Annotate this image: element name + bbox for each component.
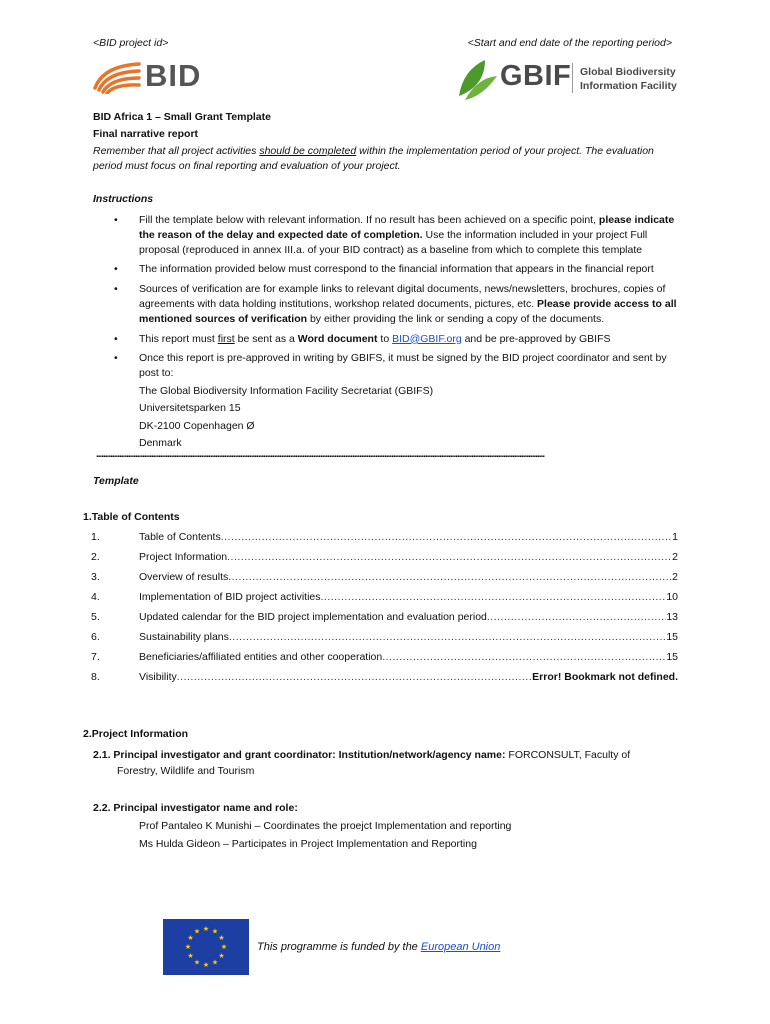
- investigator-line: Ms Hulda Gideon – Participates in Project Implementation and Reporting: [139, 838, 477, 850]
- svg-text:★: ★: [193, 958, 201, 967]
- instruction-item: • Once this report is pre-approved in writing by GBIFS, it must be signed by the BID project coordinator and sent by post to: The Global Biodiversity Information Facility Secretariat (GBIFS) Universitetsparken 15 DK-2100 Copenhagen Ø Denmark: [114, 351, 680, 453]
- toc-entry[interactable]: 2. Project Information ..... 2: [91, 551, 678, 571]
- postal-address: The Global Biodiversity Information Facility Secretariat (GBIFS) Universitetsparken 15 DK-2100 Copenhagen Ø Denmark: [139, 384, 434, 450]
- instruction-item: • The information provided below must correspond to the financial information that appears in the financial report: [114, 263, 654, 276]
- svg-text:★: ★: [218, 934, 225, 942]
- gbif-wordmark: GBIF: [500, 60, 572, 92]
- svg-text:★: ★: [187, 952, 194, 960]
- reporting-period-placeholder: <Start and end date of the reporting period>: [467, 37, 672, 49]
- svg-text:★: ★: [202, 961, 210, 969]
- project-info-heading: 2.Project Information: [83, 728, 189, 740]
- instructions-heading: Instructions: [93, 193, 154, 205]
- bid-logo: [93, 58, 213, 94]
- investigator-line: Prof Pantaleo K Munishi – Coordinates the proejct Implementation and reporting: [139, 820, 512, 832]
- reminder-note: Remember that all project activities should be completed within the implementation period of your project. The evaluation period must focus on final reporting and evaluation of your project.: [93, 145, 654, 172]
- bid-wordmark: BID: [145, 58, 202, 93]
- svg-text:★: ★: [211, 927, 219, 936]
- svg-text:★: ★: [193, 927, 201, 936]
- instructions-list: [114, 213, 680, 458]
- svg-text:★: ★: [218, 952, 225, 960]
- toc-entry[interactable]: 6. Sustainability plans ..... 15: [91, 631, 678, 651]
- bullet-icon: •: [114, 332, 118, 345]
- email-link[interactable]: BID@GBIF.org: [392, 332, 462, 345]
- svg-text:★: ★: [211, 958, 219, 967]
- table-of-contents: [91, 531, 678, 691]
- toc-entry[interactable]: 3. Overview of results ..... 2: [91, 571, 678, 591]
- gbif-fullname: Global Biodiversity Information Facility: [580, 66, 677, 92]
- section-2-1: 2.1. Principal investigator and grant coordinator: Institution/network/agency name: FORCONSULT, Faculty of Forestry, Wildlife and Tourism: [93, 749, 631, 777]
- bullet-icon: •: [114, 263, 118, 276]
- instruction-item: • Sources of verification are for example links to relevant digital documents, news/newsletters, brochures, copies of agreements with data holding institutions, workshop related documents, pictures, etc. Please provide access to all mentioned sources of verification by either providing the link or sending a copy of the documents.: [114, 283, 677, 325]
- template-heading: Template: [93, 475, 139, 487]
- gbif-logo: [455, 56, 677, 104]
- dotted-separator: ............................................................................................................................................................................................................................................................: [96, 452, 545, 458]
- svg-text:★: ★: [220, 943, 228, 951]
- toc-entry[interactable]: 5. Updated calendar for the BID project implementation and evaluation period ..... 13: [91, 611, 678, 631]
- toc-entry[interactable]: 1. Table of Contents ..... 1: [91, 531, 678, 551]
- project-id-placeholder: <BID project id>: [93, 37, 169, 49]
- toc-heading: 1.Table of Contents: [83, 511, 180, 523]
- bullet-icon: •: [114, 283, 118, 296]
- bullet-icon: •: [114, 352, 118, 365]
- toc-entry[interactable]: 4. Implementation of BID project activities ..... 10: [91, 591, 678, 611]
- funding-note: This programme is funded by the European Union: [257, 941, 501, 953]
- bullet-icon: •: [114, 214, 118, 226]
- svg-text:★: ★: [184, 943, 192, 951]
- toc-entry[interactable]: 8. Visibility ..... Error! Bookmark not defined.: [91, 671, 678, 691]
- logo-divider: [572, 63, 573, 93]
- bid-swoosh-icon: [93, 58, 143, 94]
- instruction-item: • This report must first be sent as a Word document to BID@GBIF.org and be pre-approved by GBIFS: [114, 332, 611, 345]
- instruction-item: • Fill the template below with relevant information. If no result has been achieved on a specific point, please indicate the reason of the delay and expected date of completion. Use the information included in your project Full proposal (reproduced in annex III.a. of your BID contract) as a baseline from which to complete this template: [114, 214, 675, 256]
- svg-text:★: ★: [202, 925, 210, 933]
- toc-entry[interactable]: 7. Beneficiaries/affiliated entities and other cooperation ..... 15: [91, 651, 678, 671]
- gbif-leaf-icon: [455, 56, 499, 102]
- svg-text:★: ★: [187, 934, 194, 942]
- eu-link[interactable]: European Union: [420, 941, 501, 953]
- document-title: BID Africa 1 – Small Grant Template: [93, 111, 271, 123]
- eu-stars-icon: [163, 919, 249, 975]
- document-subtitle: Final narrative report: [93, 128, 199, 140]
- eu-flag: [163, 919, 249, 975]
- section-2-2-label: 2.2. Principal investigator name and role:: [93, 802, 298, 814]
